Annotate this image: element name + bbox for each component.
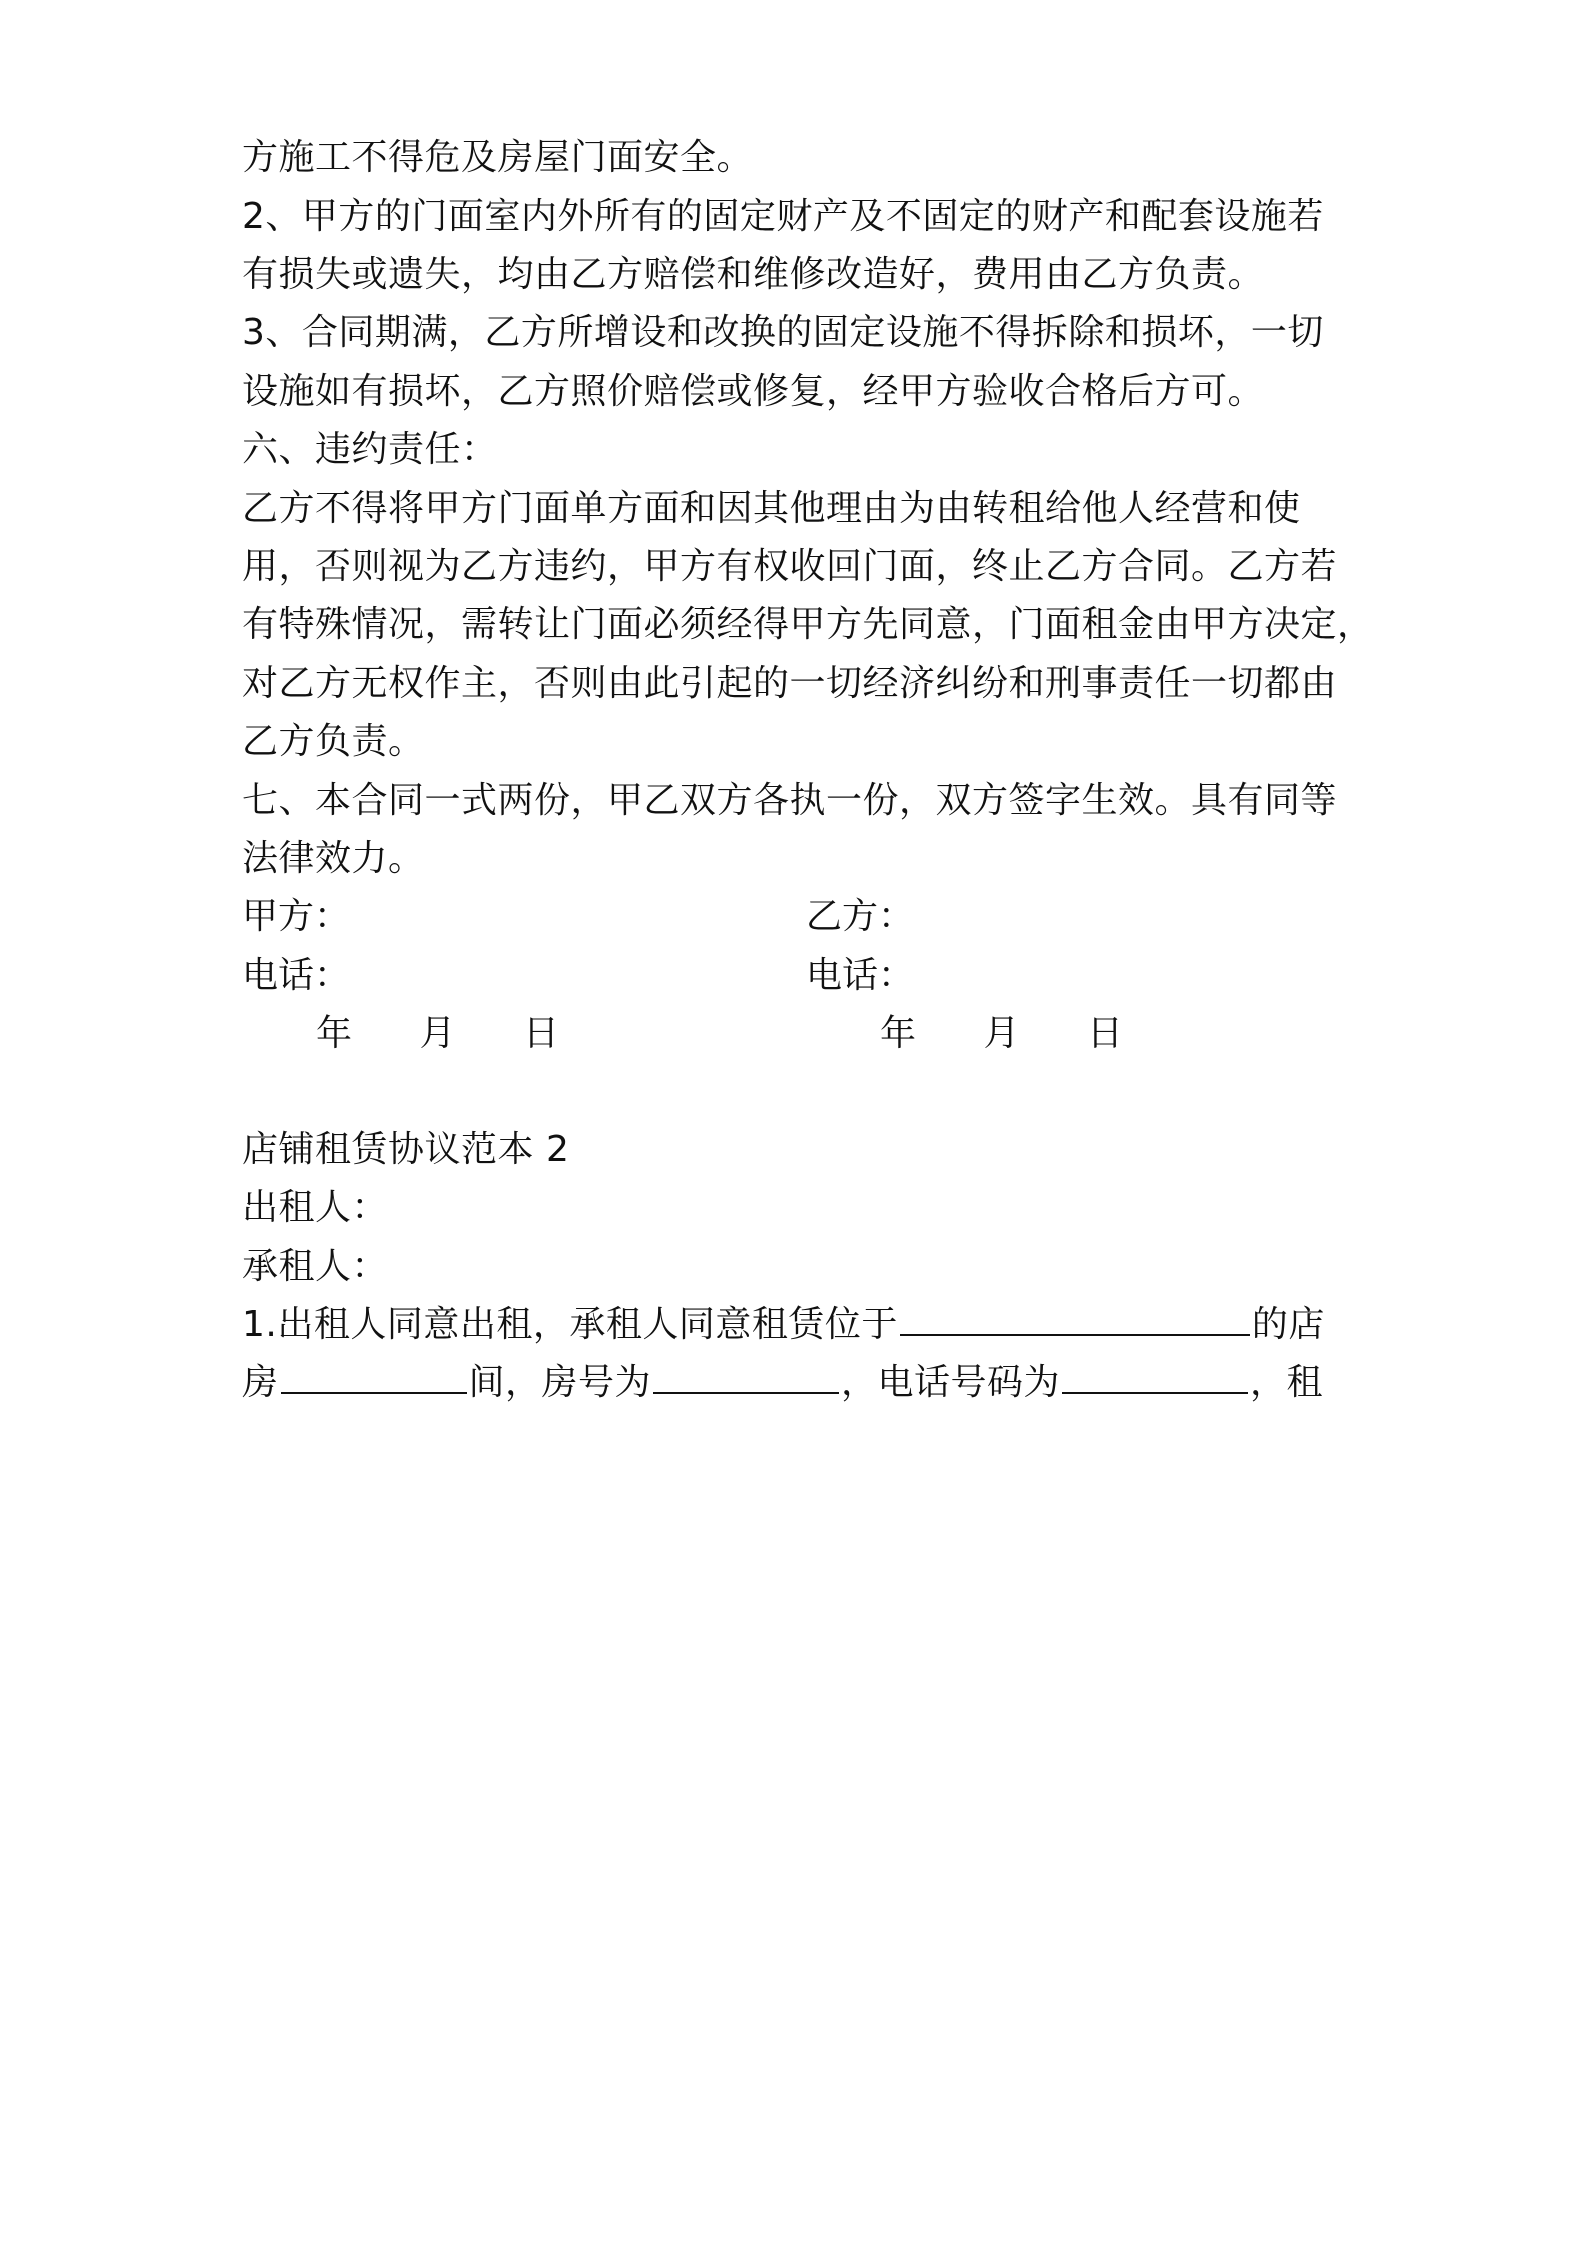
section-heading-breach: 六、违约责任： (242, 429, 498, 470)
body-line-1: 方施工不得危及房屋门面安全。 (242, 137, 754, 178)
day-label: 日 (522, 1013, 559, 1054)
body-line-4: 3、合同期满，乙方所增设和改换的固定设施不得拆除和损坏，一切 (242, 312, 1324, 353)
location-blank (900, 1304, 1250, 1336)
month-label: 月 (419, 1013, 456, 1054)
clause-1-line-1 (242, 1301, 1362, 1349)
body-line-3: 有损失或遗失，均由乙方赔偿和维修改造好，费用由乙方负责。 (242, 254, 1265, 295)
phone-b-label: 电话： (806, 955, 915, 996)
clause-1-text-d: 间，房号为 (468, 1362, 652, 1403)
body-line-2: 2、甲方的门面室内外所有的固定财产及不固定的财产和配套设施若 (242, 196, 1324, 237)
section-title: 店铺租赁协议范本 2 (242, 1129, 570, 1170)
party-b-label: 乙方： (806, 896, 915, 937)
room-number-blank (653, 1362, 839, 1394)
body-line-11: 乙方负责。 (242, 721, 425, 762)
date-party-b (880, 1010, 1123, 1058)
clause-1-text-c: 房 (242, 1362, 279, 1403)
clause-1-text-f: ，租 (1250, 1362, 1324, 1403)
clause-1-line-2 (242, 1359, 1362, 1407)
date-party-a (316, 1010, 559, 1058)
room-count-blank (281, 1362, 467, 1394)
day-label: 日 (1086, 1013, 1123, 1054)
lessor-label: 出租人： (242, 1187, 389, 1228)
month-label: 月 (983, 1013, 1020, 1054)
body-line-5: 设施如有损坏，乙方照价赔偿或修复，经甲方验收合格后方可。 (242, 371, 1265, 412)
year-label: 年 (316, 1013, 353, 1054)
party-a-label: 甲方： (242, 896, 351, 937)
clause-1-text-b: 的店 (1251, 1304, 1325, 1345)
body-line-10: 对乙方无权作主，否则由此引起的一切经济纠纷和刑事责任一切都由 (242, 663, 1338, 704)
phone-a-label: 电话： (242, 955, 351, 996)
body-line-13: 法律效力。 (242, 838, 425, 879)
body-line-7: 乙方不得将甲方门面单方面和因其他理由为由转租给他人经营和使 (242, 488, 1301, 529)
year-label: 年 (880, 1013, 917, 1054)
body-line-9: 有特殊情况，需转让门面必须经得甲方先同意，门面租金由甲方决定， (242, 604, 1374, 645)
body-line-12: 七、本合同一式两份，甲乙双方各执一份，双方签字生效。具有同等 (242, 780, 1338, 821)
clause-1-text-a: 1.出租人同意出租，承租人同意租赁位于 (242, 1304, 898, 1345)
clause-1-text-e: ，电话号码为 (841, 1362, 1061, 1403)
lessee-label: 承租人： (242, 1246, 389, 1287)
phone-number-blank (1062, 1362, 1248, 1394)
body-line-8: 用，否则视为乙方违约，甲方有权收回门面，终止乙方合同。乙方若 (242, 546, 1338, 587)
